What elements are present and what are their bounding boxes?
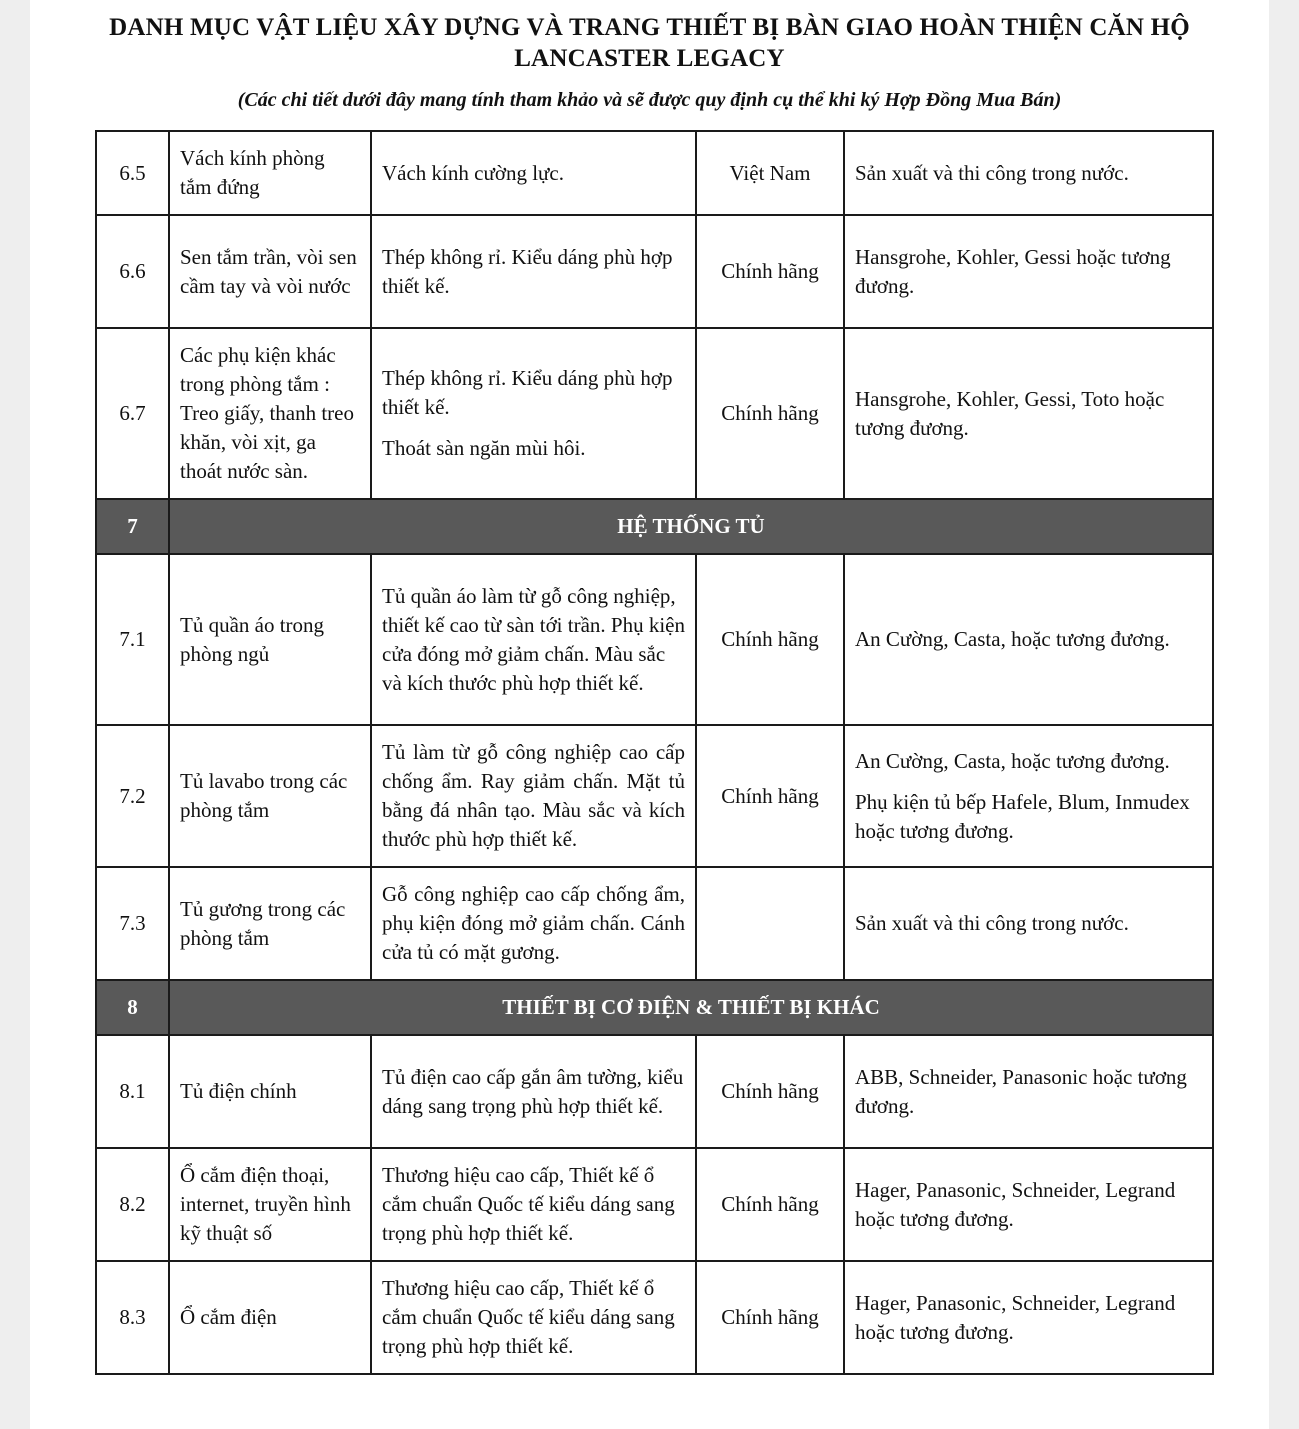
- item-origin: Việt Nam: [696, 131, 844, 215]
- item-name: Sen tắm trần, vòi sen cầm tay và vòi nước: [169, 215, 371, 328]
- item-description: Gỗ công nghiệp cao cấp chống ẩm, phụ kiện đóng mở giảm chấn. Cánh cửa tủ có mặt gương.: [371, 867, 696, 980]
- item-name: Ổ cắm điện thoại, internet, truyền hình kỹ thuật số: [169, 1148, 371, 1261]
- item-origin: Chính hãng: [696, 328, 844, 499]
- item-name: Ổ cắm điện: [169, 1261, 371, 1374]
- item-brand: Hansgrohe, Kohler, Gessi, Toto hoặc tương đương.: [844, 328, 1213, 499]
- table-row: [96, 867, 1213, 980]
- item-description: Thép không rỉ. Kiểu dáng phù hợp thiết kế. Thoát sàn ngăn mùi hôi.: [371, 328, 696, 499]
- item-brand: An Cường, Casta, hoặc tương đương. Phụ kiện tủ bếp Hafele, Blum, Inmudex hoặc tương đương.: [844, 725, 1213, 867]
- item-origin: Chính hãng: [696, 725, 844, 867]
- item-description: Thép không rỉ. Kiểu dáng phù hợp thiết kế.: [371, 215, 696, 328]
- table-row: [96, 725, 1213, 867]
- document-subtitle: (Các chi tiết dưới đây mang tính tham khảo và sẽ được quy định cụ thể khi ký Hợp Đồng Mua Bán): [237, 89, 1062, 111]
- item-brand: Hager, Panasonic, Schneider, Legrand hoặc tương đương.: [844, 1261, 1213, 1374]
- item-number: 6.7: [96, 328, 169, 499]
- item-origin: Chính hãng: [696, 215, 844, 328]
- item-description: Thương hiệu cao cấp, Thiết kế ổ cắm chuẩn Quốc tế kiểu dáng sang trọng phù hợp thiết kế.: [371, 1148, 696, 1261]
- item-origin: Chính hãng: [696, 1148, 844, 1261]
- item-number: 8.2: [96, 1148, 169, 1261]
- table-row: [96, 554, 1213, 725]
- item-brand: Sản xuất và thi công trong nước.: [844, 131, 1213, 215]
- item-description: Vách kính cường lực.: [371, 131, 696, 215]
- item-number: 8.3: [96, 1261, 169, 1374]
- item-origin: Chính hãng: [696, 1261, 844, 1374]
- item-number: 7.2: [96, 725, 169, 867]
- item-description: Tủ điện cao cấp gắn âm tường, kiểu dáng sang trọng phù hợp thiết kế.: [371, 1035, 696, 1148]
- item-origin: Chính hãng: [696, 554, 844, 725]
- item-origin: Chính hãng: [696, 1035, 844, 1148]
- item-description: Tủ làm từ gỗ công nghiệp cao cấp chống ẩm. Ray giảm chấn. Mặt tủ bằng đá nhân tạo. Màu sắc và kích thước phù hợp thiết kế.: [371, 725, 696, 867]
- item-description: Tủ quần áo làm từ gỗ công nghiệp, thiết kế cao từ sàn tới trần. Phụ kiện cửa đóng mở giảm chấn. Màu sắc và kích thước phù hợp thiết kế.: [371, 554, 696, 725]
- item-number: 6.5: [96, 131, 169, 215]
- item-name: Tủ lavabo trong các phòng tắm: [169, 725, 371, 867]
- table-row: [96, 1035, 1213, 1148]
- item-number: 7.3: [96, 867, 169, 980]
- item-number: 7.1: [96, 554, 169, 725]
- item-name: Các phụ kiện khác trong phòng tắm : Treo giấy, thanh treo khăn, vòi xịt, ga thoát nước sàn.: [169, 328, 371, 499]
- section-header-row: [96, 499, 1213, 554]
- table-row: [96, 131, 1213, 215]
- item-number: 6.6: [96, 215, 169, 328]
- section-title: HỆ THỐNG TỦ: [169, 499, 1213, 554]
- item-brand: Hager, Panasonic, Schneider, Legrand hoặc tương đương.: [844, 1148, 1213, 1261]
- section-number: 7: [96, 499, 169, 554]
- item-name: Tủ quần áo trong phòng ngủ: [169, 554, 371, 725]
- item-description: Thương hiệu cao cấp, Thiết kế ổ cắm chuẩn Quốc tế kiểu dáng sang trọng phù hợp thiết kế.: [371, 1261, 696, 1374]
- table-row: [96, 1148, 1213, 1261]
- item-origin: [696, 867, 844, 980]
- item-brand: Sản xuất và thi công trong nước.: [844, 867, 1213, 980]
- item-brand: Hansgrohe, Kohler, Gessi hoặc tương đương.: [844, 215, 1213, 328]
- section-number: 8: [96, 980, 169, 1035]
- document-title: [0, 12, 1299, 74]
- item-name: Vách kính phòng tắm đứng: [169, 131, 371, 215]
- section-header-row: [96, 980, 1213, 1035]
- materials-table: [95, 130, 1214, 1375]
- section-title: THIẾT BỊ CƠ ĐIỆN & THIẾT BỊ KHÁC: [169, 980, 1213, 1035]
- title-line-1: DANH MỤC VẬT LIỆU XÂY DỰNG VÀ TRANG THIẾT BỊ BÀN GIAO HOÀN THIỆN CĂN HỘ: [109, 14, 1190, 41]
- item-name: Tủ điện chính: [169, 1035, 371, 1148]
- item-brand: An Cường, Casta, hoặc tương đương.: [844, 554, 1213, 725]
- table-row: [96, 328, 1213, 499]
- item-brand: ABB, Schneider, Panasonic hoặc tương đương.: [844, 1035, 1213, 1148]
- table-row: [96, 1261, 1213, 1374]
- item-number: 8.1: [96, 1035, 169, 1148]
- item-name: Tủ gương trong các phòng tắm: [169, 867, 371, 980]
- title-line-2: LANCASTER LEGACY: [514, 45, 785, 72]
- table-row: [96, 215, 1213, 328]
